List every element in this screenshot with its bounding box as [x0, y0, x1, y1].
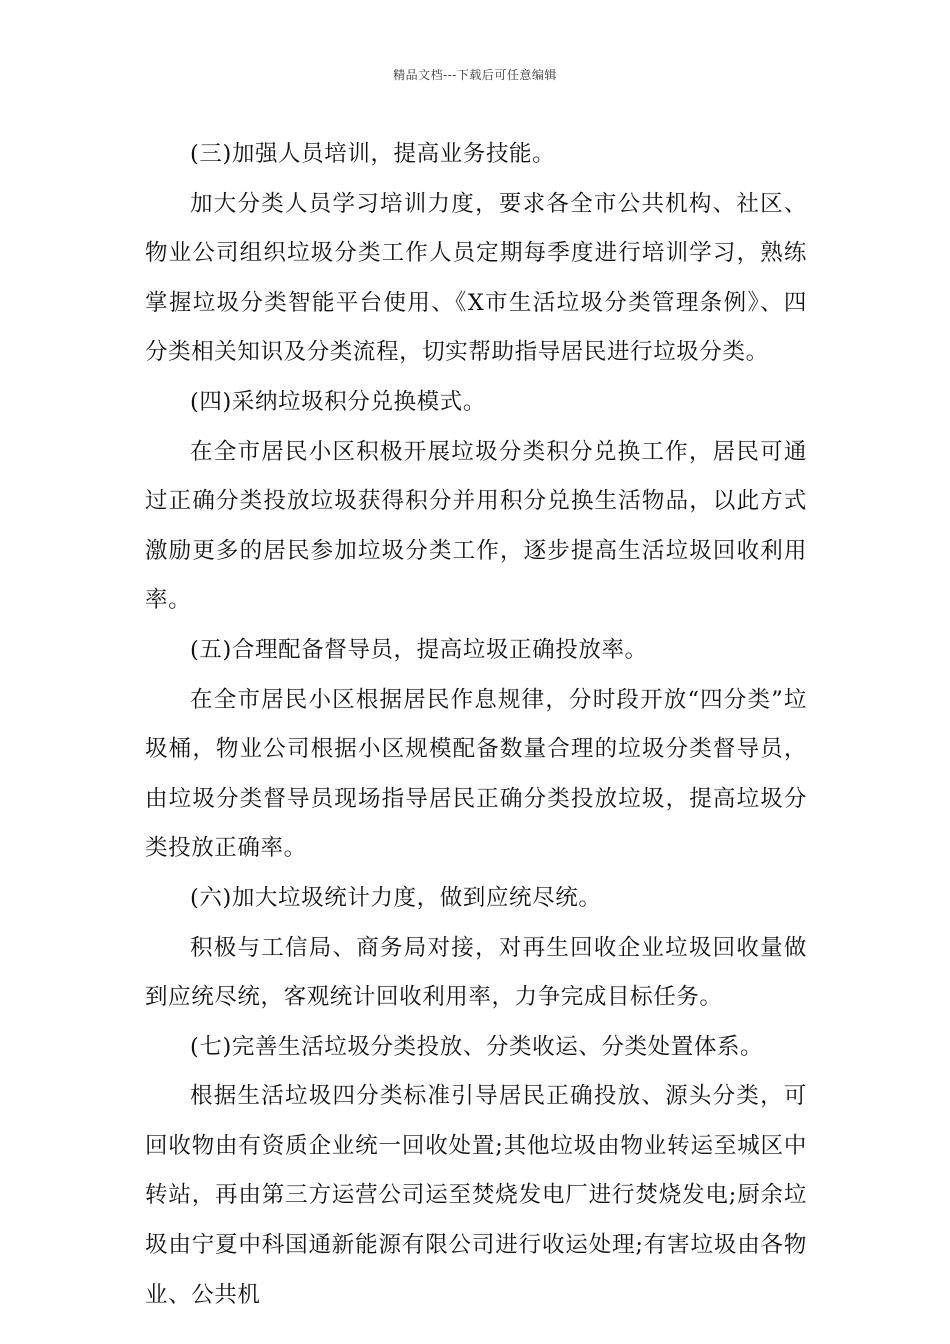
paragraph-points-exchange: 在全市居民小区积极开展垃圾分类积分兑换工作，居民可通过正确分类投放垃圾获得积分并用积分兑换生活物品，以此方式激励更多的居民参加垃圾分类工作，逐步提高生活垃圾回收利用率。	[145, 438, 807, 614]
page-header: 精品文档---下载后可任意编辑	[393, 68, 557, 82]
paragraph-disposal-system: 根据生活垃圾四分类标准引导居民正确投放、源头分类，可回收物由有资质企业统一回收处置;其他垃圾由物业转运至城区中转站，再由第三方运营公司运至焚烧发电厂进行焚烧发电;厨余垃圾由宁夏中科国通新能源有限公司进行收运处理;有害垃圾由各物业、公共机	[145, 1083, 807, 1308]
paragraph-training: 加大分类人员学习培训力度，要求各全市公共机构、社区、物业公司组织垃圾分类工作人员定期每季度进行培训学习，熟练掌握垃圾分类智能平台使用、《X市生活垃圾分类管理条例》、四分类相关知识及分类流程，切实帮助指导居民进行垃圾分类。	[145, 190, 807, 366]
document-body	[145, 130, 807, 1320]
section-heading-4: (四)采纳垃圾积分兑换模式。	[190, 388, 486, 415]
section-heading-3: (三)加强人员培训，提高业务技能。	[190, 141, 556, 167]
section-heading-6: (六)加大垃圾统计力度，做到应统尽统。	[190, 884, 602, 911]
section-heading-7: (七)完善生活垃圾分类投放、分类收运、分类处置体系。	[190, 1033, 764, 1060]
section-heading-5: (五)合理配备督导员，提高垃圾正确投放率。	[190, 636, 648, 663]
paragraph-statistics: 积极与工信局、商务局对接，对再生回收企业垃圾回收量做到应统尽统，客观统计回收利用率，力争完成目标任务。	[145, 934, 807, 1011]
paragraph-supervisors: 在全市居民小区根据居民作息规律，分时段开放“四分类”垃圾桶，物业公司根据小区规模配备数量合理的垃圾分类督导员，由垃圾分类督导员现场指导居民正确分类投放垃圾，提高垃圾分类投放正确率。	[145, 686, 807, 862]
